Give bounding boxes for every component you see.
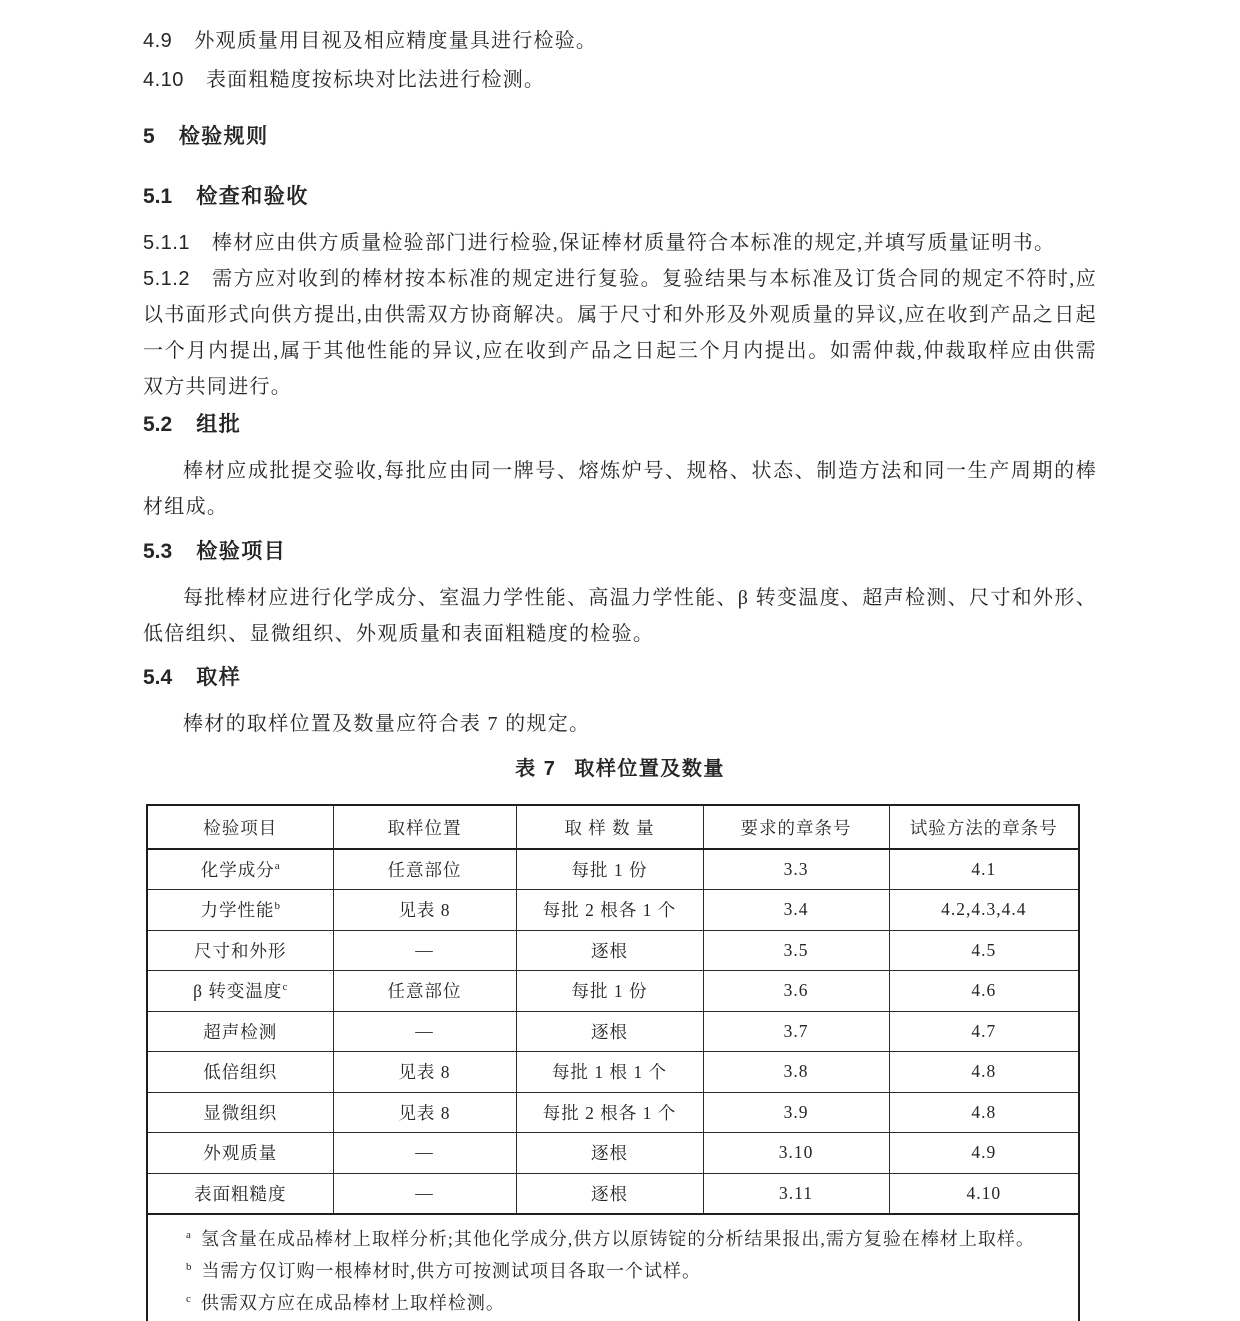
- footnote-text: 氢含量在成品棒材上取样分析;其他化学成分,供方以原铸锭的分析结果报出,需方复验在棒材上取样。: [200, 1228, 1035, 1249]
- table-row: [147, 1173, 1079, 1214]
- footnote-ref: c: [282, 981, 288, 994]
- heading-number: 5.2: [143, 413, 173, 436]
- quantity-cell: 每批 1 份: [516, 849, 703, 890]
- position-cell: 见表 8: [333, 1092, 516, 1133]
- item-text: 力学性能: [200, 900, 275, 921]
- clause-number: 4.9: [143, 30, 173, 52]
- requirement-cell: 3.4: [703, 890, 889, 931]
- clause-number: 5.1.1: [143, 232, 190, 254]
- requirement-cell: 3.10: [703, 1133, 889, 1174]
- table-row: [147, 971, 1079, 1012]
- clause-text: 需方应对收到的棒材按本标准的规定进行复验。复验结果与本标准及订货合同的规定不符时,应以书面形式向供方提出,由供需双方协商解决。属于尺寸和外形及外观质量的异议,应在收到产品之日起一个月内提出,属于其他性能的异议,应在收到产品之日起三个月内提出。如需仲裁,仲裁取样应由供需双方共同进行。: [143, 268, 1097, 398]
- position-cell: —: [333, 1011, 516, 1052]
- footnote: [186, 1260, 1058, 1282]
- footnote: [186, 1292, 1058, 1314]
- footnote-text: 供需双方应在成品棒材上取样检测。: [200, 1292, 505, 1313]
- item-cell: [147, 1052, 333, 1093]
- item-text: 低倍组织: [203, 1062, 278, 1083]
- footnote-ref: a: [274, 860, 280, 873]
- quantity-cell: 每批 2 根各 1 个: [516, 1092, 703, 1133]
- requirement-cell: 3.7: [703, 1011, 889, 1052]
- item-text: 表面粗糙度: [194, 1183, 287, 1204]
- table-caption: [143, 755, 1097, 783]
- paragraph-5-3: 每批棒材应进行化学成分、室温力学性能、高温力学性能、β 转变温度、超声检测、尺寸和外形、低倍组织、显微组织、外观质量和表面粗糙度的检验。: [143, 587, 1097, 645]
- section-heading-5-4: [143, 664, 1097, 692]
- item-cell: [147, 1133, 333, 1174]
- col-header-position: 取样位置: [333, 805, 516, 849]
- position-cell: —: [333, 1133, 516, 1174]
- heading-title: 检查和验收: [196, 185, 309, 208]
- col-header-quantity: 取 样 数 量: [516, 805, 703, 849]
- table-header-row: [147, 805, 1079, 849]
- position-cell: 任意部位: [333, 849, 516, 890]
- item-cell: [147, 1092, 333, 1133]
- section-heading-5-3: [143, 538, 1097, 566]
- table-caption-label: 表 7: [515, 758, 557, 780]
- heading-number: 5.4: [143, 666, 173, 689]
- item-cell: [147, 849, 333, 890]
- method-cell: 4.10: [889, 1173, 1079, 1214]
- item-text: 外观质量: [203, 1143, 278, 1164]
- table-row: [147, 1052, 1079, 1093]
- quantity-cell: 逐根: [516, 1011, 703, 1052]
- quantity-cell: 逐根: [516, 1173, 703, 1214]
- paragraph-5-4: 棒材的取样位置及数量应符合表 7 的规定。: [183, 713, 591, 735]
- requirement-cell: 3.9: [703, 1092, 889, 1133]
- heading-title: 检验规则: [178, 125, 269, 148]
- section-heading-5-1: [143, 183, 1097, 211]
- item-cell: [147, 890, 333, 931]
- footnote-mark: c: [186, 1292, 191, 1305]
- clause-text: 外观质量用目视及相应精度量具进行检验。: [194, 30, 598, 52]
- item-text: 尺寸和外形: [194, 940, 287, 961]
- heading-number: 5.3: [143, 540, 173, 563]
- table-row: [147, 890, 1079, 931]
- quantity-cell: 每批 2 根各 1 个: [516, 890, 703, 931]
- footnote-mark: a: [186, 1228, 191, 1241]
- requirement-cell: 3.11: [703, 1173, 889, 1214]
- clause-5-1-2: [143, 261, 1097, 405]
- col-header-item: 检验项目: [147, 805, 333, 849]
- clause-number: 5.1.2: [143, 268, 190, 290]
- clause-text: 表面粗糙度按标块对比法进行检测。: [205, 69, 546, 91]
- quantity-cell: 逐根: [516, 1133, 703, 1174]
- position-cell: —: [333, 1173, 516, 1214]
- footnote-text: 当需方仅订购一根棒材时,供方可按测试项目各取一个试样。: [201, 1260, 701, 1281]
- table-row: [147, 930, 1079, 971]
- item-cell: [147, 1011, 333, 1052]
- item-cell: [147, 1173, 333, 1214]
- section-heading-5: [143, 123, 1097, 151]
- col-header-requirement: 要求的章条号: [703, 805, 889, 849]
- clause-text: 棒材应由供方质量检验部门进行检验,保证棒材质量符合本标准的规定,并填写质量证明书。: [211, 232, 1056, 254]
- heading-title: 取样: [196, 666, 242, 689]
- position-cell: 见表 8: [333, 890, 516, 931]
- requirement-cell: 3.8: [703, 1052, 889, 1093]
- clause-number: 4.10: [143, 69, 184, 91]
- quantity-cell: 每批 1 根 1 个: [516, 1052, 703, 1093]
- requirement-cell: 3.6: [703, 971, 889, 1012]
- table-row: [147, 849, 1079, 890]
- requirement-cell: 3.5: [703, 930, 889, 971]
- method-cell: 4.5: [889, 930, 1079, 971]
- position-cell: 见表 8: [333, 1052, 516, 1093]
- position-cell: 任意部位: [333, 971, 516, 1012]
- item-cell: [147, 930, 333, 971]
- heading-title: 组批: [196, 413, 242, 436]
- table-row: [147, 1011, 1079, 1052]
- item-text: β 转变温度: [193, 981, 283, 1002]
- table-footnotes: [147, 1214, 1079, 1321]
- clause-4-9: [143, 28, 1097, 54]
- clause-4-10: [143, 67, 1097, 93]
- footnote-ref: b: [274, 900, 280, 913]
- table-row: [147, 1133, 1079, 1174]
- table-caption-title: 取样位置及数量: [574, 758, 725, 780]
- method-cell: 4.8: [889, 1052, 1079, 1093]
- position-cell: —: [333, 930, 516, 971]
- item-text: 显微组织: [203, 1102, 278, 1123]
- method-cell: 4.7: [889, 1011, 1079, 1052]
- heading-number: 5: [143, 125, 155, 148]
- method-cell: 4.2,4.3,4.4: [889, 890, 1079, 931]
- quantity-cell: 每批 1 份: [516, 971, 703, 1012]
- item-text: 超声检测: [203, 1021, 278, 1042]
- requirement-cell: 3.3: [703, 849, 889, 890]
- paragraph-5-2: 棒材应成批提交验收,每批应由同一牌号、熔炼炉号、规格、状态、制造方法和同一生产周期的棒材组成。: [143, 460, 1097, 518]
- method-cell: 4.9: [889, 1133, 1079, 1174]
- heading-number: 5.1: [143, 185, 173, 208]
- quantity-cell: 逐根: [516, 930, 703, 971]
- clause-5-1-1: [143, 225, 1097, 261]
- footnote-mark: b: [186, 1260, 192, 1273]
- footnote: [186, 1228, 1058, 1250]
- col-header-method: 试验方法的章条号: [889, 805, 1079, 849]
- method-cell: 4.6: [889, 971, 1079, 1012]
- item-text: 化学成分: [200, 860, 275, 880]
- table-footnotes-row: [147, 1214, 1079, 1321]
- section-heading-5-2: [143, 411, 1097, 439]
- item-cell: [147, 971, 333, 1012]
- method-cell: 4.8: [889, 1092, 1079, 1133]
- table-7: [146, 804, 1080, 1321]
- method-cell: 4.1: [889, 849, 1079, 890]
- table-row: [147, 1092, 1079, 1133]
- heading-title: 检验项目: [196, 540, 287, 563]
